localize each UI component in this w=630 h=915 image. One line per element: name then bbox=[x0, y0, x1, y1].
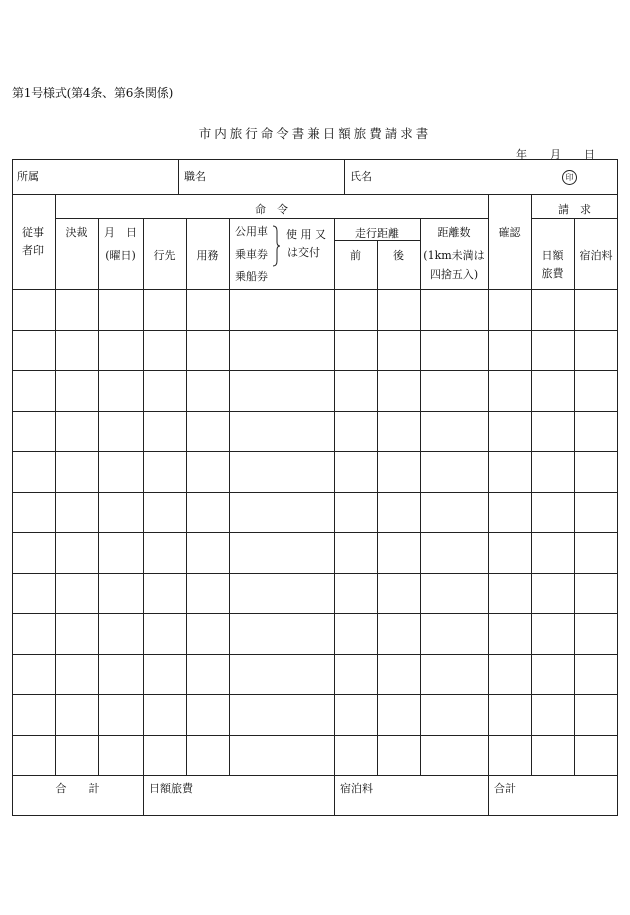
approval-label: 決裁 bbox=[65, 226, 88, 239]
destination-label: 行先 bbox=[153, 249, 176, 262]
document-title: 市内旅行命令書兼日額旅費請求書 bbox=[198, 126, 432, 141]
table-row-divider bbox=[12, 451, 618, 452]
order-group-line bbox=[55, 218, 488, 219]
info-row-divider bbox=[12, 194, 618, 195]
footer-lodging-label: 宿泊料 bbox=[340, 782, 373, 795]
name-label: 氏名 bbox=[350, 170, 372, 183]
vehicle-label-1: 公用車 bbox=[235, 225, 268, 238]
brace-icon bbox=[271, 225, 281, 267]
distance-label-1: 距離数 bbox=[437, 226, 471, 239]
info-divider-2 bbox=[344, 159, 345, 194]
col-divider-229 bbox=[229, 218, 230, 775]
table-row-divider bbox=[12, 370, 618, 371]
seal-icon: 印 bbox=[562, 170, 577, 185]
col-divider-420 bbox=[420, 218, 421, 775]
weekday-label: (曜日) bbox=[105, 249, 136, 262]
col-divider-531 bbox=[531, 194, 532, 775]
distance-label-2: (1km未満は bbox=[423, 249, 485, 262]
mileage-before-label: 前 bbox=[350, 249, 361, 262]
lodging-label: 宿泊料 bbox=[579, 249, 613, 262]
col-divider-98 bbox=[98, 218, 99, 775]
employee-seal-label-2: 者印 bbox=[22, 244, 44, 257]
table-row-divider bbox=[12, 411, 618, 412]
date-day: 日 bbox=[584, 148, 595, 161]
usage-label-2: は交付 bbox=[287, 246, 320, 259]
table-row-divider bbox=[12, 532, 618, 533]
mileage-after-label: 後 bbox=[393, 249, 404, 262]
date-month: 月 bbox=[550, 148, 561, 161]
col-divider-55 bbox=[55, 194, 56, 775]
month-day-label: 月 日 bbox=[104, 226, 137, 239]
col-divider-186 bbox=[186, 218, 187, 775]
col-divider-488 bbox=[488, 194, 489, 816]
vehicle-label-2: 乗車券 bbox=[235, 248, 268, 261]
col-divider-143 bbox=[143, 218, 144, 816]
order-group-label: 命 令 bbox=[255, 203, 288, 216]
claim-group-label: 請 求 bbox=[558, 203, 591, 216]
footer-daily-allowance-label: 日額旅費 bbox=[149, 782, 193, 795]
total-label: 合 計 bbox=[55, 782, 100, 795]
footer-grand-total-label: 合計 bbox=[494, 782, 516, 795]
affiliation-label: 所属 bbox=[17, 170, 39, 183]
employee-seal-label-1: 従事 bbox=[22, 226, 44, 239]
vehicle-label-3: 乗船券 bbox=[235, 270, 268, 283]
table-row-divider bbox=[12, 654, 618, 655]
position-label: 職名 bbox=[184, 170, 206, 183]
mileage-label: 走行距離 bbox=[355, 227, 399, 240]
table-row-divider bbox=[12, 330, 618, 331]
table-row-divider bbox=[12, 775, 618, 776]
info-divider-1 bbox=[178, 159, 179, 194]
daily-allowance-label-1: 日額 bbox=[541, 249, 564, 262]
col-divider-574 bbox=[574, 218, 575, 775]
business-label: 用務 bbox=[196, 249, 219, 262]
date-year: 年 bbox=[516, 148, 527, 161]
daily-allowance-label-2: 旅費 bbox=[541, 267, 564, 280]
table-row-divider bbox=[12, 492, 618, 493]
table-row-divider bbox=[12, 735, 618, 736]
distance-label-3: 四捨五入) bbox=[429, 268, 479, 281]
table-row-divider bbox=[12, 694, 618, 695]
table-row-divider bbox=[12, 573, 618, 574]
header-bottom-line bbox=[12, 289, 618, 290]
usage-label-1: 使 用 又 bbox=[286, 228, 326, 241]
form-label: 第1号様式(第4条、第6条関係) bbox=[12, 86, 174, 100]
col-divider-334 bbox=[334, 218, 335, 816]
confirm-label: 確認 bbox=[498, 226, 521, 239]
table-row-divider bbox=[12, 613, 618, 614]
